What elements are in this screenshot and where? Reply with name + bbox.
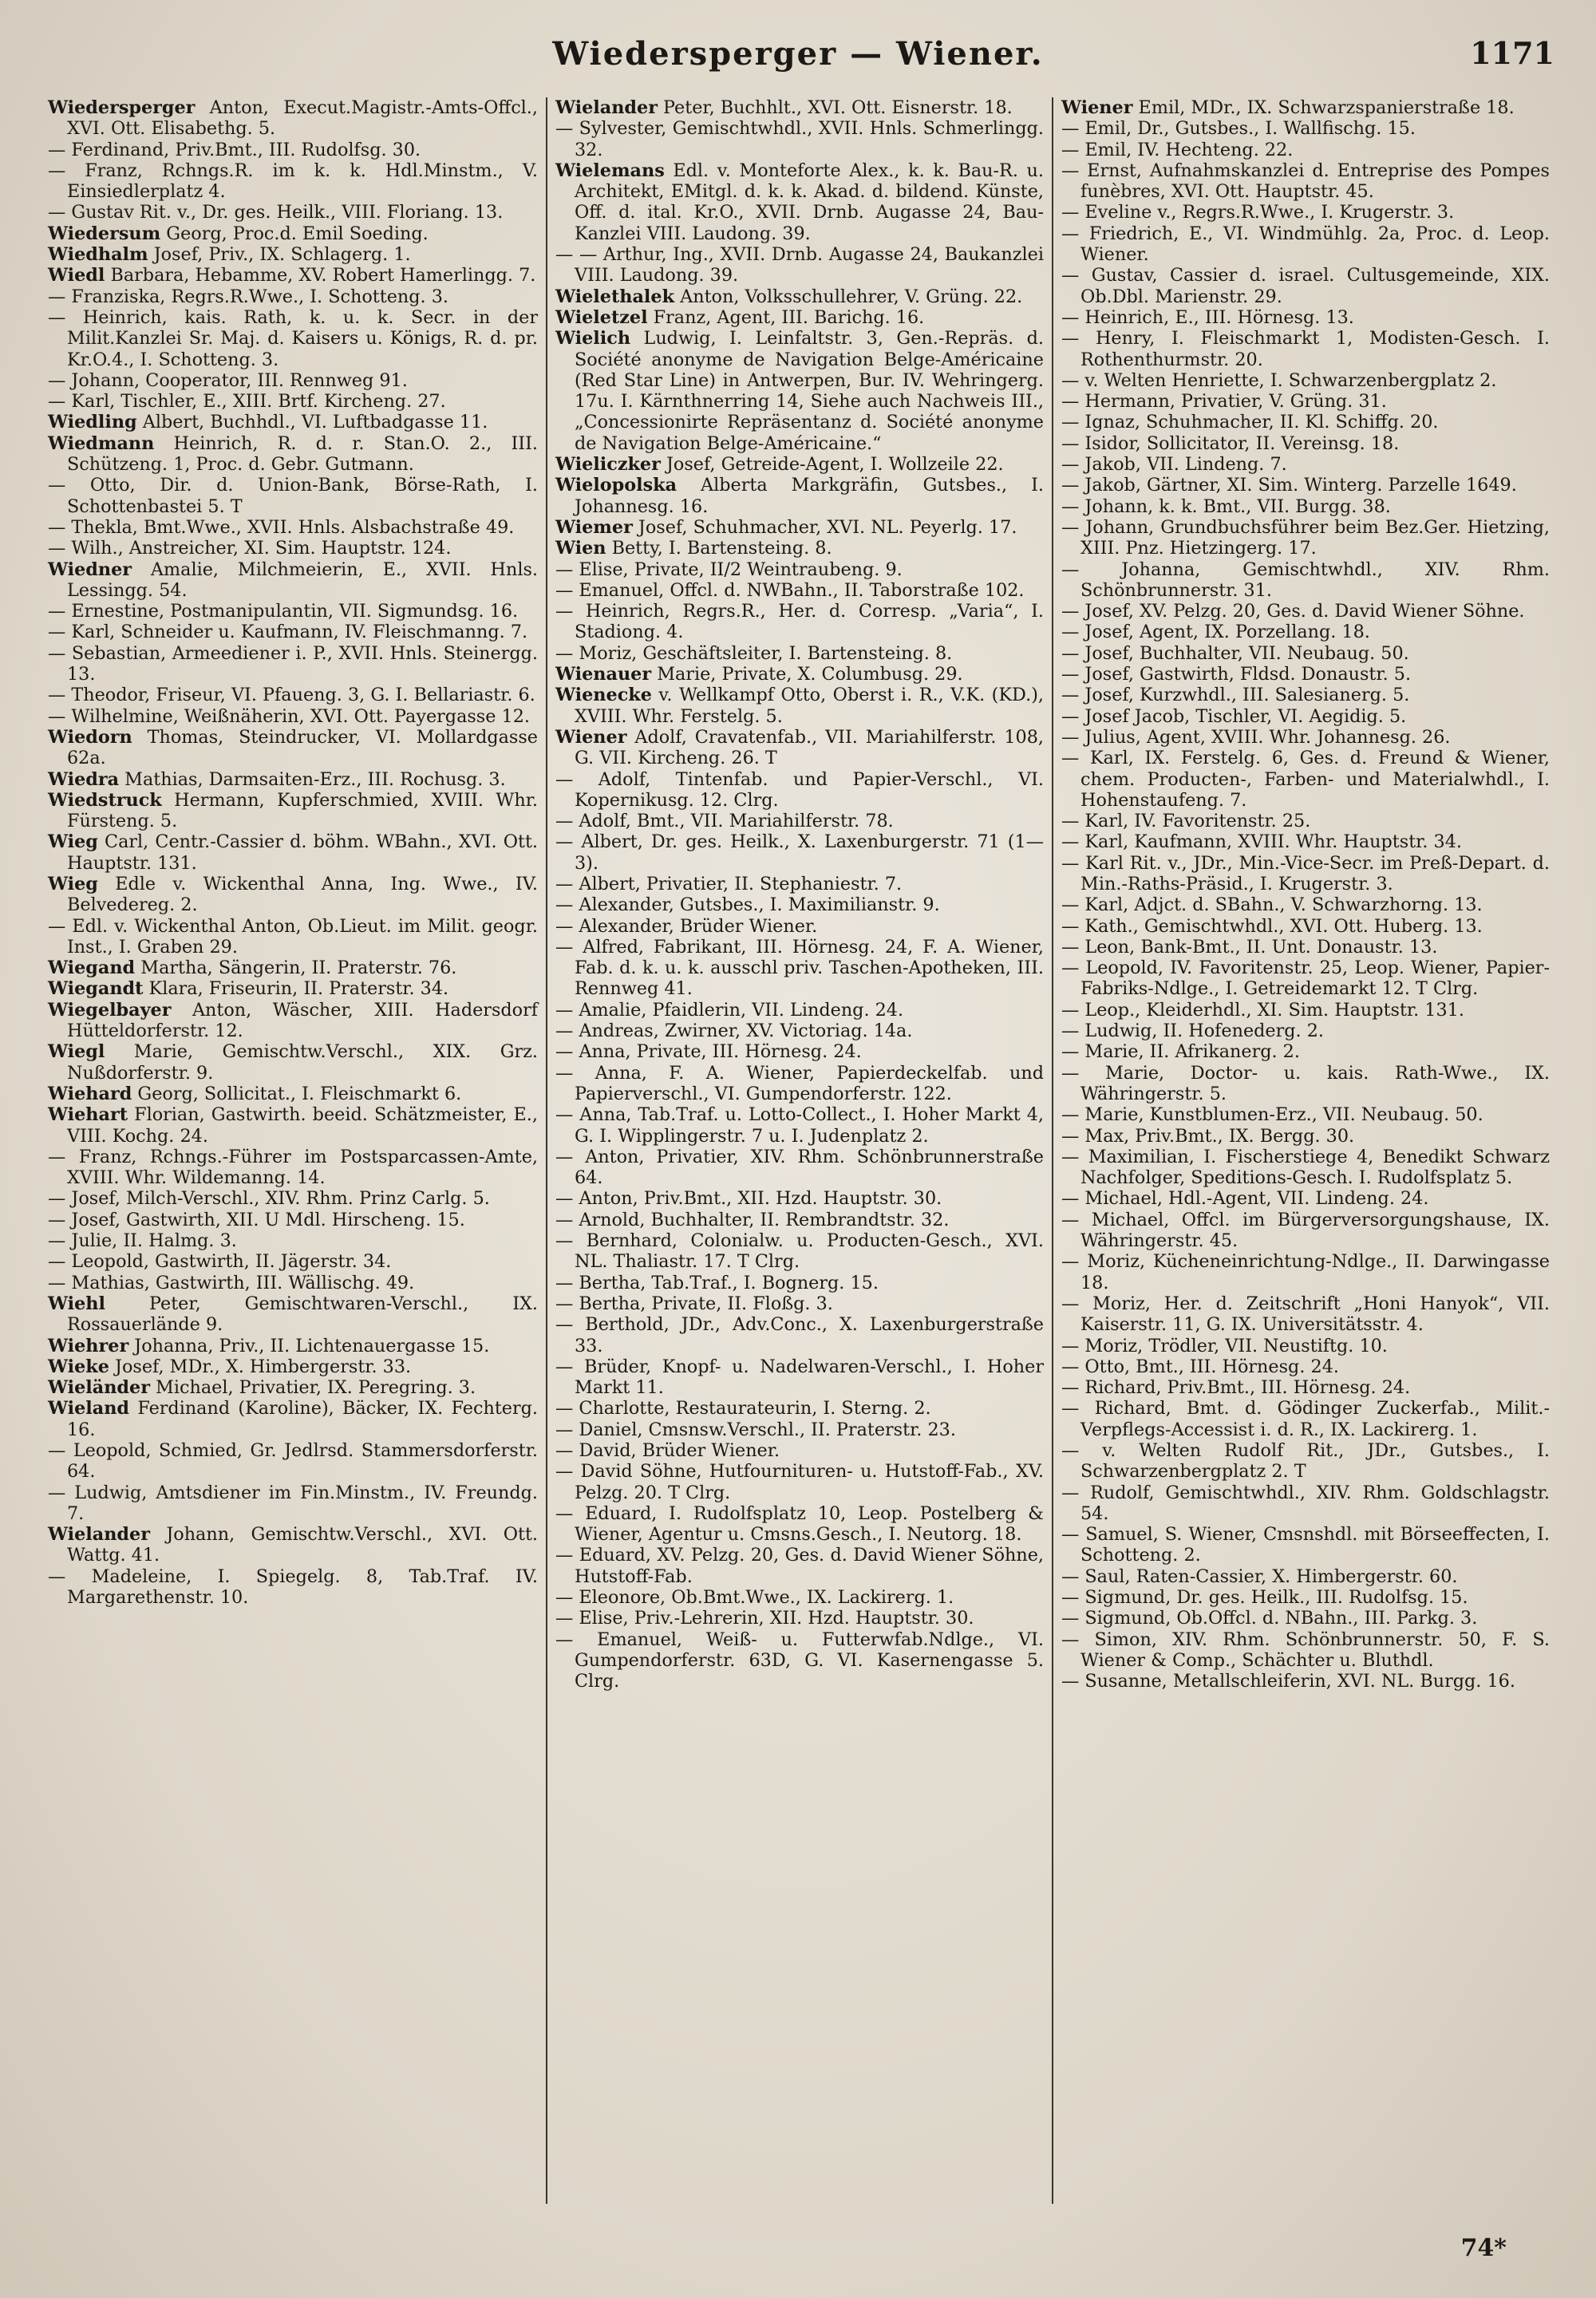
directory-entry: — Charlotte, Restaurateurin, I. Sterng. 2. (555, 1398, 931, 1419)
directory-entry: — Ignaz, Schuhmacher, II. Kl. Schiffg. 20. (1061, 412, 1439, 433)
directory-entry: — David Söhne, Hutfournituren- u. Hutstoff-Fab., XV. Pelzg. 20. T Clrg. (555, 1461, 1044, 1503)
column-right (1052, 97, 1558, 2204)
directory-entry: — Karl, Adjct. d. SBahn., V. Schwarzhorng. 13. (1061, 894, 1483, 916)
directory-entry: Wiedhalm Josef, Priv., IX. Schlagerg. 1. (48, 244, 411, 266)
directory-entry: — Anna, Private, III. Hörnesg. 24. (555, 1041, 862, 1063)
directory-entry: — Richard, Priv.Bmt., III. Hörnesg. 24. (1061, 1377, 1411, 1399)
directory-entry: — Josef, Milch-Verschl., XIV. Rhm. Prinz Carlg. 5. (48, 1188, 490, 1210)
entry-columns (40, 97, 1559, 2204)
directory-entry: — Ernestine, Postmanipulantin, VII. Sigmundsg. 16. (48, 601, 519, 622)
directory-entry: — Heinrich, kais. Rath, k. u. k. Secr. in der Milit.Kanzlei Sr. Maj. d. Kaisers u. Königs, R. d. pr. Kr.O.4., I. Schotteng. 3. (48, 306, 538, 370)
directory-entry: — Bertha, Tab.Traf., I. Bognerg. 15. (555, 1272, 879, 1293)
directory-entry: — Bertha, Private, II. Floßg. 3. (555, 1293, 833, 1314)
directory-entry: Wieliczker Josef, Getreide-Agent, I. Wollzeile 22. (555, 454, 1004, 476)
directory-entry: Wielander Johann, Gemischtw.Verschl., XVI. Ott. Wattg. 41. (48, 1524, 538, 1566)
directory-entry: — Anton, Privatier, XIV. Rhm. Schönbrunnerstraße 64. (555, 1146, 1044, 1189)
directory-entry: Wiedner Amalie, Milchmeierin, E., XVII. Hnls. Lessingg. 54. (48, 559, 538, 601)
directory-entry: — Friedrich, E., VI. Windmühlg. 2a, Proc. d. Leop. Wiener. (1061, 223, 1550, 266)
directory-entry: — Amalie, Pfaidlerin, VII. Lindeng. 24. (555, 999, 904, 1021)
directory-entry: — — Arthur, Ing., XVII. Drnb. Augasse 24, Baukanzlei VIII. Laudong. 39. (555, 244, 1044, 286)
directory-entry: — Otto, Bmt., III. Hörnesg. 24. (1061, 1356, 1339, 1377)
directory-entry: — Josef, Gastwirth, Fldsd. Donaustr. 5. (1061, 664, 1412, 685)
directory-entry: — Sigmund, Ob.Offcl. d. NBahn., III. Parkg. 3. (1061, 1608, 1478, 1629)
directory-entry: — Sylvester, Gemischtwhdl., XVII. Hnls. Schmerlingg. 32. (555, 118, 1044, 160)
directory-entry: — Marie, Kunstblumen-Erz., VII. Neubaug. 50. (1061, 1104, 1483, 1126)
directory-entry: Wieletzel Franz, Agent, III. Barichg. 16. (555, 306, 925, 328)
page-number: 1171 (1470, 35, 1555, 71)
directory-entry: — Alexander, Brüder Wiener. (555, 915, 818, 937)
directory-entry: Wiehrer Johanna, Priv., II. Lichtenauergasse 15. (48, 1335, 490, 1356)
directory-entry: — Josef, Kurzwhdl., III. Salesianerg. 5. (1061, 685, 1410, 706)
directory-entry: — Josef Jacob, Tischler, VI. Aegidig. 5. (1061, 705, 1407, 727)
directory-entry: — Moriz, Geschäftsleiter, I. Bartensteing. 8. (555, 642, 953, 664)
directory-entry: — Josef, Buchhalter, VII. Neubaug. 50. (1061, 642, 1409, 664)
directory-entry: Wiehart Florian, Gastwirth. beeid. Schätzmeister, E., VIII. Kochg. 24. (48, 1104, 538, 1147)
directory-entry: — Adolf, Tintenfab. und Papier-Verschl., VI. Kopernikusg. 12. Clrg. (555, 768, 1044, 811)
directory-entry: — Bernhard, Colonialw. u. Producten-Gesch., XVI. NL. Thaliastr. 17. T Clrg. (555, 1230, 1044, 1273)
directory-entry: — Andreas, Zwirner, XV. Victoriag. 14a. (555, 1021, 913, 1042)
directory-entry: — Elise, Priv.-Lehrerin, XII. Hzd. Hauptstr. 30. (555, 1608, 974, 1629)
directory-entry: — Anna, Tab.Traf. u. Lotto-Collect., I. Hoher Markt 4, G. I. Wipplingerstr. 7 u. I. Judenplatz 2. (555, 1104, 1044, 1147)
directory-entry: — Josef, Gastwirth, XII. U Mdl. Hirscheng. 15. (48, 1209, 465, 1230)
directory-entry: — Ernst, Aufnahmskanzlei d. Entreprise des Pompes funèbres, XVI. Ott. Hauptstr. 45. (1061, 160, 1550, 203)
directory-entry: Wiehard Georg, Sollicitat., I. Fleischmarkt 6. (48, 1083, 462, 1104)
directory-entry: — Karl Rit. v., JDr., Min.-Vice-Secr. im Preß-Depart. d. Min.-Raths-Präsid., I. Krugerstr. 3. (1061, 852, 1550, 894)
directory-entry: — Johann, Cooperator, III. Rennweg 91. (48, 369, 408, 391)
directory-entry: Wieg Edle v. Wickenthal Anna, Ing. Wwe., IV. Belvedereg. 2. (48, 873, 538, 916)
directory-entry: — Otto, Dir. d. Union-Bank, Börse-Rath, I. Schottenbastei 5. T (48, 475, 538, 517)
directory-entry: Wiegelbayer Anton, Wäscher, XIII. Hadersdorf Hütteldorferstr. 12. (48, 999, 538, 1042)
directory-entry: — Leon, Bank-Bmt., II. Unt. Donaustr. 13. (1061, 936, 1438, 958)
directory-entry: — Heinrich, E., III. Hörnesg. 13. (1061, 306, 1354, 328)
directory-entry: Wiedl Barbara, Hebamme, XV. Robert Hamerlingg. 7. (48, 265, 536, 286)
directory-entry: — Jakob, VII. Lindeng. 7. (1061, 454, 1287, 476)
directory-entry: — Anna, F. A. Wiener, Papierdeckelfab. und Papierverschl., VI. Gumpendorferstr. 122. (555, 1062, 1044, 1104)
directory-entry: — Sigmund, Dr. ges. Heilk., III. Rudolfsg. 15. (1061, 1587, 1468, 1609)
directory-entry: Wielethalek Anton, Volksschullehrer, V. Grüng. 22. (555, 286, 1023, 307)
directory-entry: — Alfred, Fabrikant, III. Hörnesg. 24, F. A. Wiener, Fab. d. k. u. k. ausschl priv. Taschen-Apotheken, III. Rennweg 41. (555, 936, 1044, 1000)
directory-entry: — David, Brüder Wiener. (555, 1440, 780, 1461)
directory-entry: — Emil, IV. Hechteng. 22. (1061, 139, 1294, 160)
directory-entry: — Henry, I. Fleischmarkt 1, Modisten-Gesch. I. Rothenthurmstr. 20. (1061, 328, 1550, 370)
directory-entry: — Berthold, JDr., Adv.Conc., X. Laxenburgerstraße 33. (555, 1314, 1044, 1356)
column-middle (546, 97, 1052, 2204)
directory-entry: — Eduard, I. Rudolfsplatz 10, Leop. Postelberg & Wiener, Agentur u. Cmsns.Gesch., I. Neutorg. 18. (555, 1502, 1044, 1546)
directory-entry: — Karl, IX. Ferstelg. 6, Ges. d. Freund & Wiener, chem. Producten-, Farben- und Materialwhdl., I. Hohenstaufeng. 7. (1061, 748, 1550, 811)
directory-entry: — Johanna, Gemischtwhdl., XIV. Rhm. Schönbrunnerstr. 31. (1061, 559, 1550, 601)
directory-entry: — Marie, II. Afrikanerg. 2. (1061, 1041, 1300, 1063)
directory-entry: Wiedstruck Hermann, Kupferschmied, XVIII. Whr. Fürsteng. 5. (48, 789, 538, 832)
directory-entry: — Karl, Schneider u. Kaufmann, IV. Fleischmanng. 7. (48, 622, 528, 643)
directory-entry: Wielich Ludwig, I. Leinfaltstr. 3, Gen.-Repräs. d. Société anonyme de Navigation Belge-Américaine (Red Star Line) in Antwerpen, Bur. IV. Wehringerg. 17u. I. Kärnthnerring 14, Siehe auch Nachweis III., „Concessionirte Repräsentanz d. Société anonyme de Navigation Belge-Américaine.“ (555, 328, 1044, 454)
directory-entry: — Simon, XIV. Rhm. Schönbrunnerstr. 50, F. S. Wiener & Comp., Schächter u. Bluthdl. (1061, 1629, 1550, 1671)
directory-entry: — Thekla, Bmt.Wwe., XVII. Hnls. Alsbachstraße 49. (48, 516, 515, 538)
directory-entry: Wienecke v. Wellkampf Otto, Oberst i. R., V.K. (KD.), XVIII. Whr. Ferstelg. 5. (555, 685, 1044, 727)
directory-entry: — Moriz, Trödler, VII. Neustiftg. 10. (1061, 1335, 1388, 1356)
directory-entry: Wiedra Mathias, Darmsaiten-Erz., III. Rochusg. 3. (48, 768, 506, 790)
directory-entry: — Brüder, Knopf- u. Nadelwaren-Verschl., I. Hoher Markt 11. (555, 1356, 1044, 1399)
directory-entry: — Leop., Kleiderhdl., XI. Sim. Hauptstr. 131. (1061, 999, 1464, 1021)
directory-entry: — Arnold, Buchhalter, II. Rembrandtstr. 32. (555, 1209, 950, 1230)
directory-entry: — Emanuel, Weiß- u. Futterwfab.Ndlge., VI. Gumpendorferstr. 63D, G. VI. Kasernengasse 5. Clrg. (555, 1629, 1044, 1692)
directory-entry: — Ludwig, II. Hofenederg. 2. (1061, 1021, 1324, 1042)
directory-entry: — Heinrich, Regrs.R., Her. d. Corresp. „Varia“, I. Stadiong. 4. (555, 601, 1044, 643)
directory-entry: Wieländer Michael, Privatier, IX. Peregring. 3. (48, 1377, 476, 1399)
directory-entry: — Michael, Hdl.-Agent, VII. Lindeng. 24. (1061, 1188, 1429, 1210)
directory-entry: — Rudolf, Gemischtwhdl., XIV. Rhm. Goldschlagstr. 54. (1061, 1482, 1550, 1524)
directory-entry: Wiedmann Heinrich, R. d. r. Stan.O. 2., III. Schützeng. 1, Proc. d. Gebr. Gutmann. (48, 432, 538, 476)
directory-entry: — Leopold, Schmied, Gr. Jedlrsd. Stammersdorferstr. 64. (48, 1440, 538, 1483)
directory-entry: — Gustav, Cassier d. israel. Cultusgemeinde, XIX. Ob.Dbl. Marienstr. 29. (1061, 265, 1550, 307)
directory-entry: Wielopolska Alberta Markgräfin, Gutsbes., I. Johannesg. 16. (555, 475, 1044, 517)
directory-entry: — Franziska, Regrs.R.Wwe., I. Schotteng. 3. (48, 286, 448, 307)
directory-entry: — Ferdinand, Priv.Bmt., III. Rudolfsg. 30. (48, 139, 421, 160)
directory-entry: — Ludwig, Amtsdiener im Fin.Minstm., IV. Freundg. 7. (48, 1482, 538, 1524)
page-header (0, 32, 1596, 88)
directory-entry: — v. Welten Henriette, I. Schwarzenbergplatz 2. (1061, 369, 1497, 391)
directory-entry: — Maximilian, I. Fischerstiege 4, Benedikt Schwarz Nachfolger, Speditions-Gesch. I. Rudolfsplatz 5. (1061, 1146, 1550, 1189)
directory-entry: — Franz, Rchngs.-Führer im Postsparcassen-Amte, XVIII. Whr. Wildemanng. 14. (48, 1146, 538, 1189)
directory-entry: Wieg Carl, Centr.-Cassier d. böhm. WBahn., XVI. Ott. Hauptstr. 131. (48, 831, 538, 874)
directory-entry: — Saul, Raten-Cassier, X. Himbergerstr. 60. (1061, 1566, 1458, 1587)
directory-entry: Wien Betty, I. Bartensteing. 8. (555, 538, 832, 559)
directory-entry: — Samuel, S. Wiener, Cmsnshdl. mit Börseeffecten, I. Schotteng. 2. (1061, 1524, 1550, 1566)
directory-entry: — Alexander, Gutsbes., I. Maximilianstr. 9. (555, 894, 940, 916)
directory-entry: — Johann, k. k. Bmt., VII. Burgg. 38. (1061, 496, 1391, 517)
directory-entry: Wiegl Marie, Gemischtw.Verschl., XIX. Grz. Nußdorferstr. 9. (48, 1041, 538, 1084)
directory-entry: — Eleonore, Ob.Bmt.Wwe., IX. Lackirerg. 1. (555, 1587, 954, 1609)
directory-entry: — Wilh., Anstreicher, XI. Sim. Hauptstr. 124. (48, 538, 452, 559)
directory-entry: — Isidor, Sollicitator, II. Vereinsg. 18. (1061, 432, 1400, 454)
directory-entry: — Daniel, Cmsnsw.Verschl., II. Praterstr. 23. (555, 1419, 956, 1440)
directory-entry: Wiener Emil, MDr., IX. Schwarzspanierstraße 18. (1061, 97, 1515, 118)
directory-entry: — Gustav Rit. v., Dr. ges. Heilk., VIII. Floriang. 13. (48, 202, 504, 223)
directory-entry: — Franz, Rchngs.R. im k. k. Hdl.Minstm., V. Einsiedlerplatz 4. (48, 160, 538, 203)
directory-entry: Wiener Adolf, Cravatenfab., VII. Mariahilferstr. 108, G. VII. Kircheng. 26. T (555, 726, 1044, 769)
directory-entry: Wielemans Edl. v. Monteforte Alex., k. k. Bau-R. u. Architekt, EMitgl. d. k. k. Akad. d. bildend. Künste, Off. d. ital. Kr.O., XVII. Drnb. Augasse 24, Bau-Kanzlei VIII. Laudong. 39. (555, 160, 1044, 244)
directory-entry: — Emil, Dr., Gutsbes., I. Wallfischg. 15. (1061, 118, 1416, 140)
page-title: Wiedersperger — Wiener. (552, 35, 1044, 73)
directory-entry: Wiegand Martha, Sängerin, II. Praterstr. 76. (48, 958, 457, 979)
directory-entry: Wieland Ferdinand (Karoline), Bäcker, IX. Fechterg. 16. (48, 1398, 538, 1440)
directory-entry: — Michael, Offcl. im Bürgerversorgungshause, IX. Währingerstr. 45. (1061, 1209, 1550, 1252)
directory-entry: — Susanne, Metallschleiferin, XVI. NL. Burgg. 16. (1061, 1671, 1515, 1692)
directory-entry: Wiehl Peter, Gemischtwaren-Verschl., IX. Rossauerlände 9. (48, 1293, 538, 1336)
directory-entry: — Adolf, Bmt., VII. Mariahilferstr. 78. (555, 811, 894, 832)
directory-entry: — Julius, Agent, XVIII. Whr. Johannesg. 26. (1061, 726, 1451, 748)
directory-entry: Wielander Peter, Buchhlt., XVI. Ott. Eisnerstr. 18. (555, 97, 1013, 118)
directory-entry: — Mathias, Gastwirth, III. Wällischg. 49. (48, 1272, 415, 1293)
directory-entry: Wieke Josef, MDr., X. Himbergerstr. 33. (48, 1356, 412, 1377)
directory-entry: — Josef, XV. Pelzg. 20, Ges. d. David Wiener Söhne. (1061, 601, 1525, 622)
directory-entry: — Karl, Kaufmann, XVIII. Whr. Hauptstr. 34. (1061, 831, 1463, 853)
directory-entry: Wienauer Marie, Private, X. Columbusg. 29. (555, 664, 963, 685)
directory-entry: — Johann, Grundbuchsführer beim Bez.Ger. Hietzing, XIII. Pnz. Hietzingerg. 17. (1061, 516, 1550, 559)
directory-entry: — Albert, Dr. ges. Heilk., X. Laxenburgerstr. 71 (1—3). (555, 831, 1044, 874)
signature-mark: 74* (1460, 2234, 1507, 2262)
directory-entry: — Madeleine, I. Spiegelg. 8, Tab.Traf. IV. Margarethenstr. 10. (48, 1566, 538, 1609)
directory-entry: — Leopold, IV. Favoritenstr. 25, Leop. Wiener, Papier-Fabriks-Ndlge., I. Getreidemarkt 12. T Clrg. (1061, 958, 1550, 1000)
directory-entry: Wiedorn Thomas, Steindrucker, VI. Mollardgasse 62a. (48, 726, 538, 769)
directory-entry: — Wilhelmine, Weißnäherin, XVI. Ott. Payergasse 12. (48, 705, 530, 727)
directory-entry: — Hermann, Privatier, V. Grüng. 31. (1061, 391, 1387, 413)
directory-entry: — Sebastian, Armeediener i. P., XVII. Hnls. Steinergg. 13. (48, 642, 538, 685)
directory-entry: — Jakob, Gärtner, XI. Sim. Winterg. Parzelle 1649. (1061, 475, 1517, 496)
directory-entry: — Julie, II. Halmg. 3. (48, 1230, 237, 1252)
directory-entry: — Emanuel, Offcl. d. NWBahn., II. Taborstraße 102. (555, 579, 1025, 601)
directory-entry: — Theodor, Friseur, VI. Pfaueng. 3, G. I. Bellariastr. 6. (48, 685, 535, 706)
directory-entry: — Eduard, XV. Pelzg. 20, Ges. d. David Wiener Söhne, Hutstoff-Fab. (555, 1545, 1044, 1587)
directory-entry: — Eveline v., Regrs.R.Wwe., I. Krugerstr. 3. (1061, 202, 1455, 223)
directory-entry: Wiedersperger Anton, Execut.Magistr.-Amts-Offcl., XVI. Ott. Elisabethg. 5. (48, 97, 538, 140)
directory-entry: — Elise, Private, II/2 Weintraubeng. 9. (555, 559, 903, 580)
directory-entry: — Kath., Gemischtwhdl., XVI. Ott. Huberg. 13. (1061, 915, 1483, 937)
directory-entry: — Albert, Privatier, II. Stephaniestr. 7. (555, 873, 903, 894)
directory-entry: — v. Welten Rudolf Rit., JDr., Gutsbes., I. Schwarzenbergplatz 2. T (1061, 1440, 1550, 1483)
directory-entry: Wiemer Josef, Schuhmacher, XVI. NL. Peyerlg. 17. (555, 516, 1017, 538)
directory-entry: Wiegandt Klara, Friseurin, II. Praterstr. 34. (48, 978, 449, 1000)
directory-entry: Wiedling Albert, Buchhdl., VI. Luftbadgasse 11. (48, 412, 488, 433)
directory-entry: — Karl, Tischler, E., XIII. Brtf. Kircheng. 27. (48, 391, 446, 413)
directory-entry: — Edl. v. Wickenthal Anton, Ob.Lieut. im Milit. geogr. Inst., I. Graben 29. (48, 915, 538, 958)
directory-entry: — Moriz, Kücheneinrichtung-Ndlge., II. Darwingasse 18. (1061, 1251, 1550, 1293)
directory-entry: — Karl, IV. Favoritenstr. 25. (1061, 811, 1311, 832)
directory-entry: — Anton, Priv.Bmt., XII. Hzd. Hauptstr. 30. (555, 1188, 942, 1210)
directory-entry: — Leopold, Gastwirth, II. Jägerstr. 34. (48, 1251, 392, 1273)
directory-entry: — Richard, Bmt. d. Gödinger Zuckerfab., Milit.-Verpflegs-Accessist i. d. R., IX. Lackirerg. 1. (1061, 1398, 1550, 1440)
directory-entry: Wiedersum Georg, Proc.d. Emil Soeding. (48, 223, 429, 244)
directory-entry: — Moriz, Her. d. Zeitschrift „Honi Hanyok“, VII. Kaiserstr. 11, G. IX. Universitätsstr. 4. (1061, 1293, 1550, 1336)
column-left (40, 97, 546, 2204)
directory-entry: — Marie, Doctor- u. kais. Rath-Wwe., IX. Währingerstr. 5. (1061, 1062, 1550, 1104)
directory-entry: — Josef, Agent, IX. Porzellang. 18. (1061, 622, 1370, 643)
directory-entry: — Max, Priv.Bmt., IX. Bergg. 30. (1061, 1125, 1355, 1147)
